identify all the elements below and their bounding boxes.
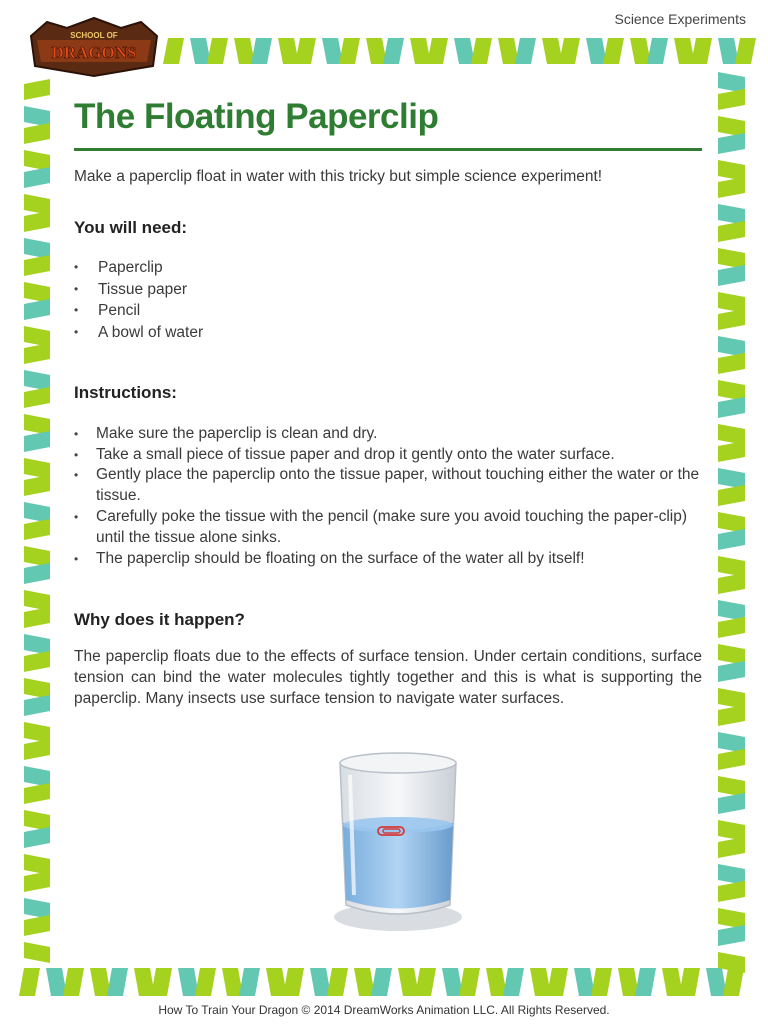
border-tile	[207, 38, 228, 64]
border-tile	[718, 424, 745, 445]
border-tile	[442, 968, 463, 996]
border-tile	[630, 38, 651, 64]
needs-item: • Tissue paper	[74, 279, 702, 301]
border-tile	[410, 38, 431, 64]
border-tile	[471, 38, 492, 64]
border-tile	[503, 968, 524, 996]
instruction-step: • Gently place the paperclip onto the tissue paper, without touching either the water or the tissue.	[74, 465, 702, 507]
instructions-list	[74, 424, 702, 570]
border-tile	[24, 942, 50, 963]
border-tile	[515, 38, 536, 64]
border-tile	[718, 353, 745, 374]
border-tile	[718, 644, 745, 665]
border-tile	[24, 343, 50, 364]
border-tile	[723, 968, 744, 996]
border-tile	[24, 299, 50, 320]
border-tile	[647, 38, 668, 64]
border-tile	[591, 968, 612, 996]
worksheet-content	[74, 96, 702, 710]
instruction-step: • The paperclip should be floating on the surface of the water all by itself!	[74, 549, 702, 570]
page-title: The Floating Paperclip	[74, 97, 439, 136]
border-tile	[718, 133, 745, 154]
border-tile	[295, 38, 316, 64]
border-tile	[718, 292, 745, 313]
border-tile	[354, 968, 375, 996]
border-tile	[718, 116, 745, 137]
border-tile	[718, 248, 745, 269]
border-tile	[718, 89, 745, 110]
border-tile	[486, 968, 507, 996]
border-tile	[24, 431, 50, 452]
border-tile	[603, 38, 624, 64]
needs-item: • Paperclip	[74, 257, 702, 279]
border-tile	[718, 820, 745, 841]
border-tile	[107, 968, 128, 996]
border-tile	[735, 38, 756, 64]
border-tile	[222, 968, 243, 996]
border-tile	[718, 732, 745, 753]
border-tile	[454, 38, 475, 64]
border-tile	[718, 72, 745, 93]
border-tile	[24, 414, 50, 435]
border-tile	[718, 177, 745, 198]
border-tile	[718, 204, 745, 225]
border-tile	[718, 600, 745, 621]
needs-item: • Pencil	[74, 300, 702, 322]
border-tile	[415, 968, 436, 996]
border-tile	[24, 766, 50, 787]
border-tile	[24, 282, 50, 303]
border-tile	[398, 968, 419, 996]
border-tile	[718, 556, 745, 577]
border-tile	[718, 776, 745, 797]
intro-text: Make a paperclip float in water with this tricky but simple science experiment!	[74, 168, 603, 185]
border-tile	[46, 968, 67, 996]
border-tile	[718, 309, 745, 330]
border-tile	[718, 793, 745, 814]
border-tile	[718, 441, 745, 462]
border-tile	[635, 968, 656, 996]
border-tile	[718, 881, 745, 902]
title-divider	[74, 148, 702, 151]
border-tile	[718, 925, 745, 946]
border-tile	[327, 968, 348, 996]
border-tile	[679, 968, 700, 996]
border-tile	[718, 485, 745, 506]
border-tile	[24, 678, 50, 699]
border-tile	[134, 968, 155, 996]
border-tile	[24, 370, 50, 391]
border-tile	[718, 468, 745, 489]
border-tile	[151, 968, 172, 996]
border-tile	[322, 38, 343, 64]
border-tile	[24, 546, 50, 567]
border-tile	[266, 968, 287, 996]
border-tile	[718, 573, 745, 594]
border-tile	[24, 387, 50, 408]
border-tile	[24, 898, 50, 919]
border-tile	[24, 255, 50, 276]
border-tile	[190, 38, 211, 64]
border-tile	[24, 79, 50, 100]
border-tile	[24, 326, 50, 347]
instruction-step: • Take a small piece of tissue paper and drop it gently onto the water surface.	[74, 445, 702, 466]
border-tile	[339, 38, 360, 64]
border-tile	[662, 968, 683, 996]
border-tile	[459, 968, 480, 996]
border-tile	[542, 38, 563, 64]
border-tile	[718, 661, 745, 682]
needs-item: • A bowl of water	[74, 322, 702, 344]
border-tile	[718, 221, 745, 242]
border-tile	[718, 837, 745, 858]
border-tile	[251, 38, 272, 64]
border-tile	[24, 211, 50, 232]
border-tile	[24, 854, 50, 875]
border-tile	[366, 38, 387, 64]
border-tile	[718, 160, 745, 181]
border-tile	[24, 783, 50, 804]
border-tile	[19, 968, 40, 996]
border-tile	[718, 705, 745, 726]
instruction-step: • Carefully poke the tissue with the pencil (make sure you avoid touching the paper-clip) until the tissue alone sinks.	[74, 507, 702, 549]
border-tile	[24, 739, 50, 760]
border-tile	[24, 167, 50, 188]
border-tile	[234, 38, 255, 64]
border-tile	[195, 968, 216, 996]
border-tile	[718, 38, 739, 64]
border-tile	[718, 529, 745, 550]
needs-heading: You will need:	[74, 218, 188, 237]
border-tile	[674, 38, 695, 64]
border-tile	[718, 336, 745, 357]
border-tile	[718, 265, 745, 286]
border-tile	[718, 380, 745, 401]
border-tile	[24, 607, 50, 628]
border-tile	[718, 512, 745, 533]
border-tile	[24, 106, 50, 127]
border-tile	[24, 634, 50, 655]
border-tile	[178, 968, 199, 996]
category-label: Science Experiments	[614, 11, 746, 27]
border-tile	[24, 458, 50, 479]
border-tile	[718, 864, 745, 885]
border-tile	[24, 695, 50, 716]
border-tile	[559, 38, 580, 64]
why-heading: Why does it happen?	[74, 610, 245, 630]
border-tile	[691, 38, 712, 64]
glass-of-water-illustration	[328, 745, 468, 940]
border-tile	[24, 722, 50, 743]
border-tile	[498, 38, 519, 64]
border-tile	[427, 38, 448, 64]
border-tile	[24, 590, 50, 611]
border-tile	[718, 688, 745, 709]
border-tile	[63, 968, 84, 996]
border-tile	[24, 915, 50, 936]
border-tile	[24, 651, 50, 672]
border-tile	[718, 908, 745, 929]
why-text: The paperclip floats due to the effects of surface tension. Under certain conditions, surface tension can bind the water molecules tightly together and this is what is supporting the paperclip. Many insects use surface tension to navigate water surfaces.	[74, 648, 702, 707]
border-tile	[718, 952, 745, 973]
school-of-dragons-logo	[27, 14, 161, 78]
border-tile	[718, 749, 745, 770]
border-tile	[547, 968, 568, 996]
border-tile	[706, 968, 727, 996]
border-tile	[718, 397, 745, 418]
border-tile	[278, 38, 299, 64]
border-tile	[24, 563, 50, 584]
border-tile	[24, 194, 50, 215]
border-tile	[24, 150, 50, 171]
logo-text-main: DRAGONS	[51, 43, 137, 62]
border-tile	[383, 38, 404, 64]
border-tile	[371, 968, 392, 996]
border-tile	[586, 38, 607, 64]
border-tile	[24, 475, 50, 496]
border-tile	[24, 519, 50, 540]
border-tile	[283, 968, 304, 996]
border-tile	[618, 968, 639, 996]
border-tile	[24, 123, 50, 144]
border-tile	[90, 968, 111, 996]
border-tile	[24, 871, 50, 892]
border-tile	[574, 968, 595, 996]
border-tile	[239, 968, 260, 996]
copyright-footer: How To Train Your Dragon © 2014 DreamWorks Animation LLC. All Rights Reserved.	[158, 1003, 610, 1017]
border-tile	[24, 810, 50, 831]
border-tile	[24, 502, 50, 523]
border-tile	[310, 968, 331, 996]
instruction-step: • Make sure the paperclip is clean and dry.	[74, 424, 702, 445]
border-tile	[163, 38, 184, 64]
needs-list	[74, 257, 702, 344]
instructions-heading: Instructions:	[74, 382, 177, 402]
border-tile	[718, 617, 745, 638]
border-tile	[530, 968, 551, 996]
logo-text-top: SCHOOL OF	[70, 31, 118, 40]
border-tile	[24, 827, 50, 848]
border-tile	[24, 238, 50, 259]
